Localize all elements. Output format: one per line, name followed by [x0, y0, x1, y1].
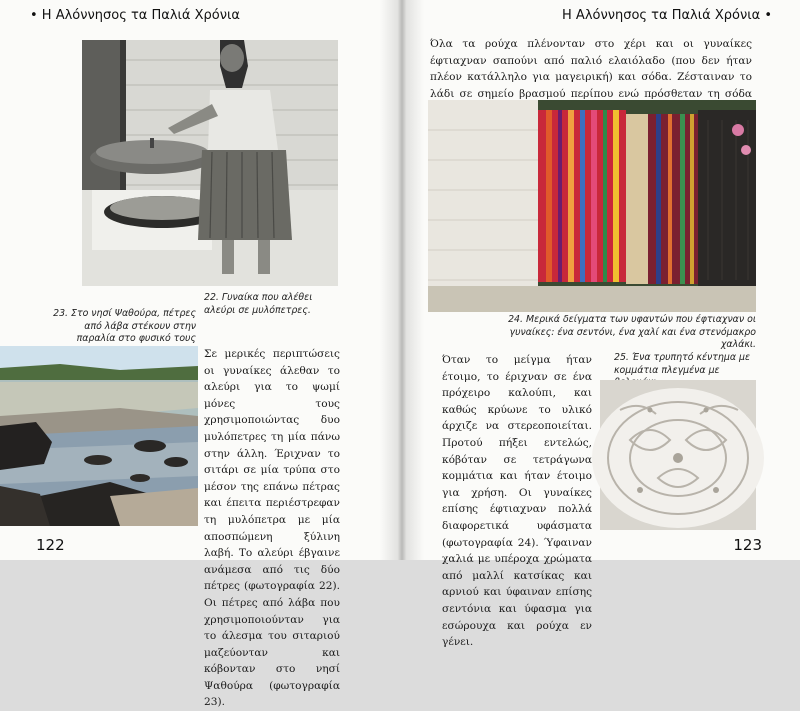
- body-text-right-bottom: Όταν το μείγμα ήταν έτοιμο, το έριχναν σε ένα πρόχειρο καλούπι, και καθώς κρύωνε το υλικό άρχιζε να στερεοποιείται. Πρoτού πήξει εντελώς, κόβόταν σε τετράγωνα κομμάτια και ήταν έτοιμο για χρήση. Οι γυναίκες επίσης έφτιαχναν πολλά διαφορετικά υφάσματα (φωτογραφία 24). Ύφαιναν χαλιά με υπέροχα χρώματα από μαλλί κατσίκας και αρνιού και ύφαιναν επίσης σεντόνια και ύφασμα για εσώρουχα και ρούχα εν γένει.: [442, 354, 592, 649]
- photo-lava-rocks-beach: [0, 346, 198, 526]
- photo-woman-grinding-flour: [82, 40, 338, 286]
- photo-woven-textiles: [428, 100, 756, 312]
- caption-photo-24: 24. Μερικά δείγματα των υφαντών που έφτιαχναν οι γυναίκες: ένα σεντόνι, ένα χαλί και ένα στενόμακρο χαλάκι.: [508, 314, 756, 350]
- left-page: [0, 0, 398, 709]
- caption-photo-25: 25. Ένα τρυπητό κέντημα με κομμάτια πλεγμένα με: [614, 352, 751, 376]
- running-header-right: Η Αλόννησος τα Παλιά Χρόνια •: [562, 8, 772, 23]
- caption-photo-23: 23. Στο νησί Ψαθούρα, πέτρες από λάβα στέκουν στην παραλία στο φυσικό τους: [53, 308, 196, 344]
- photo-openwork-embroidery: [600, 380, 756, 530]
- right-page: [402, 0, 800, 649]
- page-number-left: 122: [36, 536, 65, 554]
- body-text-left: Σε μερικές περιπτώσεις οι γυναίκες άλεθαν το αλεύρι για το ψωμί μόνες τους χρησιμοποιώντας δυο μυλόπετρες τη μία πάνω στην άλλη. Έριχναν το σιτάρι σε μία τρύπα στο μέσον της επάνω πέτρας και έπειτα περιέστρεφαν τη μυλόπετρα με μία αποσπώμενη ξύλινη λαβή. Το αλεύρι έβγαινε ανάμεσα από τις δύο πέτρες (φωτογραφία 22). Οι πέτρες από λάβα που χρησιμοποιούνταν για το άλεσμα του σιταριού μαζεύονταν και κόβονταν στο νησί Ψαθούρα (φωτογραφία 23).: [204, 348, 340, 709]
- running-header-left: • Η Αλόννησος τα Παλιά Χρόνια: [30, 8, 240, 23]
- book-gutter: [380, 0, 424, 560]
- page-number-right: 123: [733, 536, 762, 554]
- body-text-right-top: Όλα τα ρούχα πλένονταν στο χέρι και οι γυναίκες έφτιαχναν σαπούνι από παλιό ελαιόλαδο (που δεν ήταν πλέον κατάλληλο για μαγειρική) και σόδα. Ζέσταιναν το λάδι σε σημείο βρασμού περίπου ενώ πρόσθεταν τη σόδα: [430, 38, 752, 100]
- caption-photo-22: 22. Γυναίκα που αλέθει αλεύρι σε μυλόπετρες.: [204, 292, 313, 316]
